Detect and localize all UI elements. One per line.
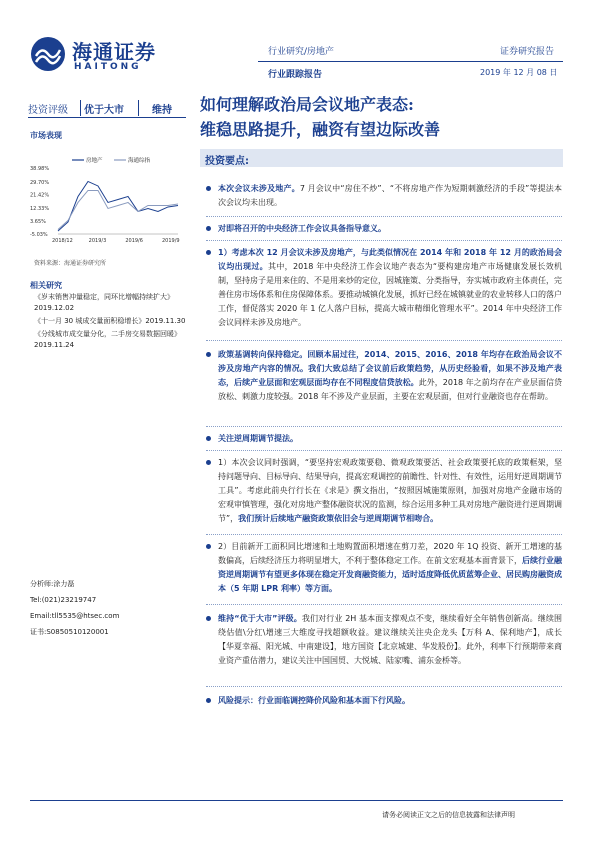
report-date: 2019 年 12 月 08 日 [480, 68, 558, 77]
invest-points-label: 投资要点: [205, 156, 249, 167]
report-category: 行业研究/房地产 [268, 47, 335, 57]
x-tick-label: 2019/9 [162, 238, 180, 244]
analyst-cert: 证书:S0850510120001 [30, 628, 109, 636]
related-research-item[interactable]: 《岁末销售冲量稳定，同环比增幅持续扩大》2019.12.02 [34, 293, 174, 312]
bullet-heading: 1）考虑本次 12 月会议未涉及房地产，与此类似情况在 2014 年和 2018 年 12 月的政治局会议均出现过。 [218, 248, 562, 271]
footer-disclaimer: 请务必阅读正文之后的信息披露和法律声明 [382, 811, 515, 819]
y-tick-label: 29.70% [30, 179, 50, 186]
bullet-icon [206, 460, 211, 465]
bullet-emphasis: 后续行业融资逆周期调节有望更多体现在稳定开发商融资能力，适时适度降低优质蓝筹企业、居民购房融资成本（5 年期 LPR 利率）等方面。 [218, 556, 562, 593]
chart-source: 资料来源：海通证券研究所 [34, 260, 107, 267]
header-divider [258, 61, 563, 62]
analyst-tel: Tel:(021)23219747 [30, 596, 97, 604]
related-research-item[interactable]: 《分线城市成交量分化，二手房交易数据回暖》2019.11.24 [34, 330, 181, 349]
x-tick-label: 2018/12 [52, 238, 73, 244]
series-line [58, 190, 178, 229]
bullet-icon [206, 698, 211, 703]
y-tick-label: -5.03% [30, 232, 48, 238]
y-tick-label: 21.42% [30, 192, 50, 199]
x-tick-label: 2019/3 [88, 238, 107, 244]
report-type: 证券研究报告 [500, 47, 555, 57]
bullet-text: 我们对行业 2H 基本面支撑观点不变，继续看好全年销售创新高。继续围绕估值\分红\增速三大维度寻找超额收益。建议继续关注央企龙头【万科 A、保利地产】，成长【华夏幸福、阳光城、中南建设】，地方国资【北京城建、华发股份】。此外，利率下行预期带来商业资产重估潜力，建议关注中国国贸、大悦城、陆家嘴、浦东金桥等。 [218, 614, 562, 665]
y-tick-label: 12.33% [30, 205, 50, 212]
bullet-item [206, 246, 562, 330]
haitong-logo [30, 36, 200, 76]
footer-divider [30, 800, 563, 801]
dotted-divider [206, 604, 562, 605]
bullet-item [206, 456, 562, 526]
dotted-divider [206, 240, 562, 241]
bullet-item [206, 540, 562, 596]
bullet-text: 2）目前新开工面积同比增速和土地购置面积增速在剪刀差，2020 年 1Q 投资、新开工增速的基数偏高，后续经济压力将明显增大，不利于整体稳定工作。在前文宏观基本面背景下， [218, 542, 562, 565]
brand-name-en: HAITONG [74, 62, 142, 72]
chart-legend [72, 156, 151, 164]
related-research-list [34, 292, 189, 351]
y-tick-label: 38.98% [30, 166, 50, 172]
bullet-heading: 风险提示：行业面临调控降价风险和基本面下行风险。 [218, 696, 410, 705]
bullet-heading: 维持“优于大市”评级。 [218, 614, 302, 623]
bullet-emphasis: 我们预计后续地产融资政策依旧会与逆周期调节相吻合。 [238, 514, 439, 523]
bullet-text: 此外，2018 年之前均存在产业层面信贷放松、刺激力度较强。2018 年不涉及产业层面，主要在宏观层面，但对行业融资也存在帮助。 [218, 378, 562, 401]
legend-label-property: 房地产 [86, 158, 103, 164]
bullet-text: 1）本次会议同时强调，“要坚持宏观政策要稳、微观政策要活、社会政策要托底的政策框架，坚持问题导向、目标导向、结果导向，提高宏观调控的前瞻性、针对性、有效性，运用好逆周期调节工具”。考虑此前央行行长在《求是》撰文指出，“按照因城施策原则，加强对房地产金融市场的宏观审慎管理，强化对房地产整体融资状况的监测，综合运用多种工具对房地产融资进行逆周期调节”， [218, 458, 562, 523]
bullet-item [206, 694, 562, 708]
y-tick-label: 3.65% [30, 218, 46, 225]
rating-action: 维持 [152, 105, 172, 116]
bullet-icon [206, 544, 211, 549]
invest-points-banner [200, 149, 563, 167]
legend-label-composite: 海通综指 [128, 158, 151, 164]
bullet-heading: 本次会议未涉及地产。 [218, 184, 300, 193]
bullet-icon [206, 616, 211, 621]
x-tick-label: 2019/6 [125, 238, 143, 244]
haitong-logo-mark-icon [30, 36, 66, 72]
bullet-icon [206, 436, 211, 441]
related-research-title: 相关研究 [30, 281, 62, 290]
analyst-name: 分析师:涂力磊 [30, 580, 75, 588]
report-title-line1: 如何理解政治局会议地产表态: [200, 95, 414, 114]
dotted-divider [206, 450, 562, 451]
bullet-item [206, 182, 562, 210]
bullet-heading: 政策基调转向保持稳定。回顾本届过往，2014、2015、2016、2018 年均存在政治局会议不涉及房地产内容的情况。我们大致总结了会议前后政策趋势，从历史经验看，如果不涉及地产表态，后续产业层面和宏观层面均存在不同程度信贷放松。 [218, 350, 562, 387]
rating-label: 投资评级 [28, 105, 68, 116]
related-research-item[interactable]: 《十一月 30 城成交量面积稳增长》2019.11.30 [34, 317, 186, 325]
rating-divider [80, 100, 81, 116]
analyst-contact [30, 576, 119, 640]
report-title-line2: 维稳思路提升，融资有望边际改善 [200, 120, 441, 139]
bullet-text: 7 月会议中“房住不炒”、“不将房地产作为短期刺激经济的手段”等提法本次会议均未出现。 [218, 184, 562, 207]
rating-divider [138, 100, 139, 116]
bullet-icon [206, 352, 211, 357]
bullet-icon [206, 186, 211, 191]
bullet-item [206, 612, 562, 668]
market-performance-title: 市场表现 [30, 131, 62, 140]
bullet-item [206, 348, 562, 404]
market-performance-chart [28, 152, 183, 250]
bullet-item [206, 222, 562, 236]
bullet-icon [206, 250, 211, 255]
report-subtype: 行业跟踪报告 [268, 70, 323, 80]
dotted-divider [206, 534, 562, 535]
analyst-email[interactable]: Email:tll5535@htsec.com [30, 612, 120, 620]
bullet-heading: 对即将召开的中央经济工作会议具备指导意义。 [218, 224, 386, 233]
brand-name-cn: 海通证券 [72, 40, 156, 64]
dotted-divider [206, 340, 562, 341]
bullet-icon [206, 226, 211, 231]
bullet-heading: 关注逆周期调节提法。 [218, 434, 298, 443]
bullet-text: 其中，2018 年中央经济工作会议地产表态为“要构建房地产市场健康发展长效机制，坚持房子是用来住的、不是用来炒的定位，因城施策、分类指导，夯实城市政府主体责任，完善住房市场体系和住房保障体系。要推动城镇化发展，抓好已经在城镇就业的农业转移人口的落户工作，督促落实 2020 年 1 亿人落户目标，提高大城市精细化管理水平”。2014 年中央经济工作会议同样未涉及房地产。 [218, 262, 563, 327]
dotted-divider [206, 686, 562, 687]
dotted-divider [206, 216, 562, 217]
dotted-divider [206, 426, 562, 427]
rating-value: 优于大市 [84, 105, 124, 116]
rating-bar [28, 100, 186, 118]
bullet-item [206, 432, 562, 446]
